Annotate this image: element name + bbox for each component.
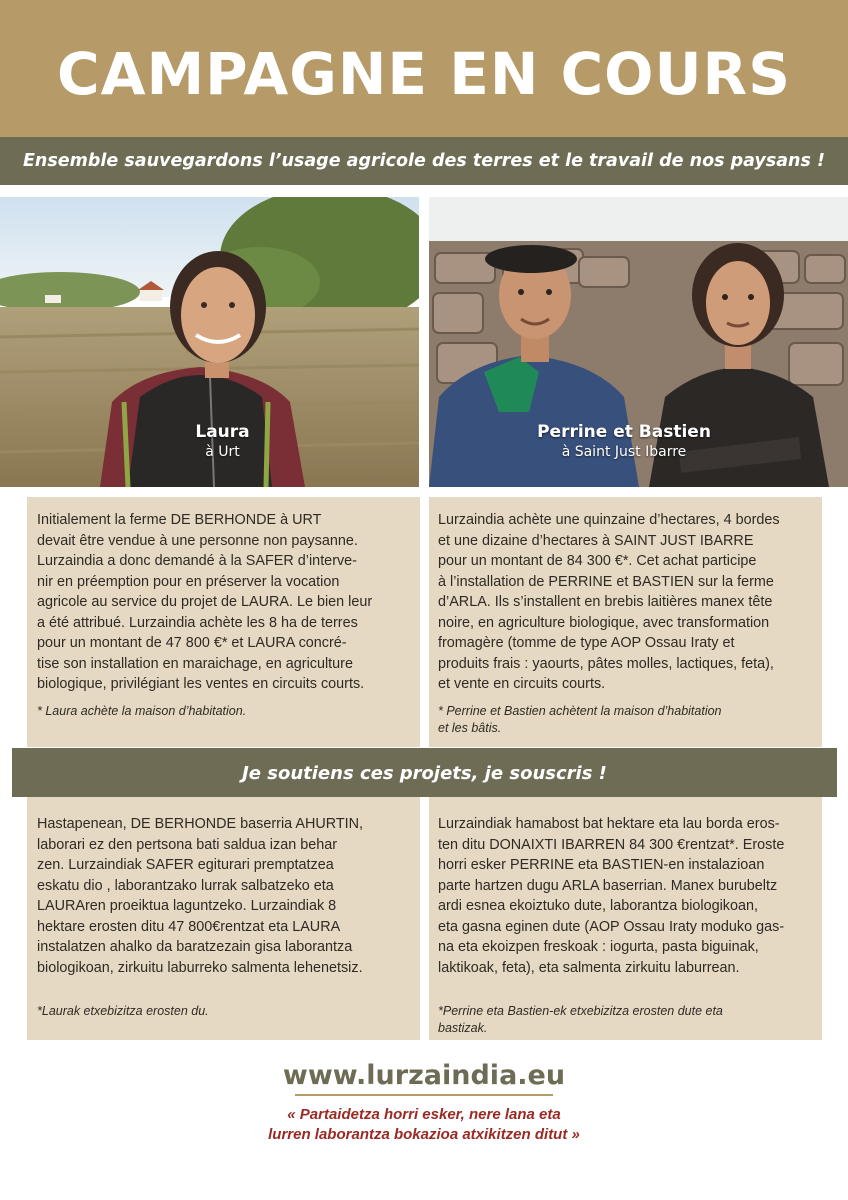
caption-place: à Saint Just Ibarre — [561, 444, 687, 460]
text-line: nir en préemption pour en préserver la vocation — [37, 573, 340, 590]
french-right-text — [438, 510, 812, 695]
text-line: na eta ekoizpen freskoak : iogurta, pasta biguinak, — [438, 939, 759, 955]
text-line: produits frais : yaourts, pâtes molles, lactiques, feta), — [438, 655, 774, 672]
french-left-text — [37, 510, 411, 695]
text-line: a été attribué. Lurzaindia achète les 8 ha de terres — [37, 614, 358, 631]
quote-line-1: « Partaidetza horri esker, nere lana eta — [287, 1106, 561, 1123]
text-line: à l’installation de PERRINE et BASTIEN sur la ferme — [438, 573, 774, 590]
text-line: eta gasna eginen dute (AOP Ossau Iraty moduko gas- — [438, 918, 785, 935]
text-line: et une dizaine d’hectares à SAINT JUST IBARRE — [438, 532, 754, 549]
text-line: zen. Lurzaindiak SAFER egiturari premptatzea — [37, 857, 334, 873]
page-title: CAMPAGNE EN COURS — [57, 40, 791, 108]
text-line: Initialement la ferme DE BERHONDE à URT — [37, 512, 322, 528]
text-line: laktikoak, feta), eta salmenta zirkuitu laburrean. — [438, 959, 740, 976]
caption-name: Perrine et Bastien — [537, 422, 711, 442]
text-line: instalatzen ahalko da baratzezain gisa laborantza — [37, 939, 353, 955]
subtitle: Ensemble sauvegardons l’usage agricole des terres et le travail de nos paysans ! — [22, 151, 826, 171]
text-line: LAURAren proeiktua laguntzeko. Lurzaindiak 8 — [37, 898, 337, 914]
text-line: et vente en circuits courts. — [438, 676, 606, 692]
caption-place: à Urt — [205, 444, 240, 460]
caption-name: Laura — [195, 422, 250, 442]
website-underline — [295, 1094, 553, 1096]
photo-perrine-bastien — [429, 197, 848, 487]
text-line: pour un montant de 47 800 €* et LAURA concré- — [37, 635, 347, 651]
text-line: pour un montant de 84 300 €*. Cet achat participe — [438, 553, 757, 569]
text-line: parte hartzen dugu ARLA baserrian. Manex burubeltz — [438, 877, 778, 894]
text-line: laborari ez den pertsona bati saldua izan behar — [37, 836, 338, 853]
text-line: agricole au service du projet de LAURA. Le bien leur — [37, 594, 373, 610]
note-line: * Perrine et Bastien achètent la maison d’habitation — [438, 704, 722, 718]
website-link[interactable]: www.lurzaindia.eu — [282, 1060, 566, 1091]
basque-right-note — [438, 1003, 812, 1037]
caption-laura — [150, 422, 295, 460]
caption-perrine-bastien — [524, 422, 724, 460]
text-line: biologique, privilégiant les ventes en circuits courts. — [37, 676, 365, 692]
text-line: devait être vendue à une personne non paysanne. — [37, 532, 358, 549]
text-line: eskatu dio , laborantzako lurrak salbatzeko eta — [37, 877, 334, 894]
text-line: horri esker PERRINE eta BASTIEN-en instalazioan — [438, 857, 765, 873]
text-line: tise son installation en maraichage, en agriculture — [37, 655, 353, 672]
basque-left-text — [37, 814, 411, 978]
text-line: ten ditu DONAIXTI IBARREN 84 300 €rentzat*. Eroste — [438, 836, 785, 853]
note-line: et les bâtis. — [438, 721, 502, 735]
note-line: *Perrine eta Bastien-ek etxebizitza erosten dute eta — [438, 1004, 723, 1018]
text-line: Lurzaindiak hamabost bat hektare eta lau borda eros- — [438, 816, 780, 832]
basque-left-note: *Laurak etxebizitza erosten du. — [37, 1004, 209, 1018]
text-line: noire, en agriculture biologique, avec transformation — [438, 614, 770, 631]
support-label: Je soutiens ces projets, je souscris ! — [242, 763, 607, 784]
text-line: biologikoan, zirkuitu laburreko salmenta lehenetsiz. — [37, 959, 363, 976]
text-line: hektare erosten ditu 47 800€rentzat eta LAURA — [37, 918, 341, 935]
text-line: d’ARLA. Ils s’installent en brebis laitières manex tête — [438, 594, 773, 610]
quote-line-2: lurren laborantza bokazioa atxikitzen ditut » — [268, 1126, 580, 1143]
text-line: fromagère (tomme de type AOP Ossau Iraty et — [438, 635, 735, 651]
text-line: ardi esnea ekoiztuko dute, laborantza biologikoan, — [438, 898, 759, 914]
text-line: Lurzaindia a donc demandé à la SAFER d’interve- — [37, 553, 357, 569]
french-left-note: * Laura achète la maison d’habitation. — [37, 704, 247, 718]
french-right-note — [438, 703, 812, 737]
note-line: bastizak. — [438, 1021, 488, 1035]
photo-laura — [0, 197, 419, 487]
text-line: Lurzaindia achète une quinzaine d’hectares, 4 bordes — [438, 512, 780, 528]
text-line: Hastapenean, DE BERHONDE baserria AHURTIN, — [37, 816, 364, 832]
basque-right-text — [438, 814, 812, 978]
